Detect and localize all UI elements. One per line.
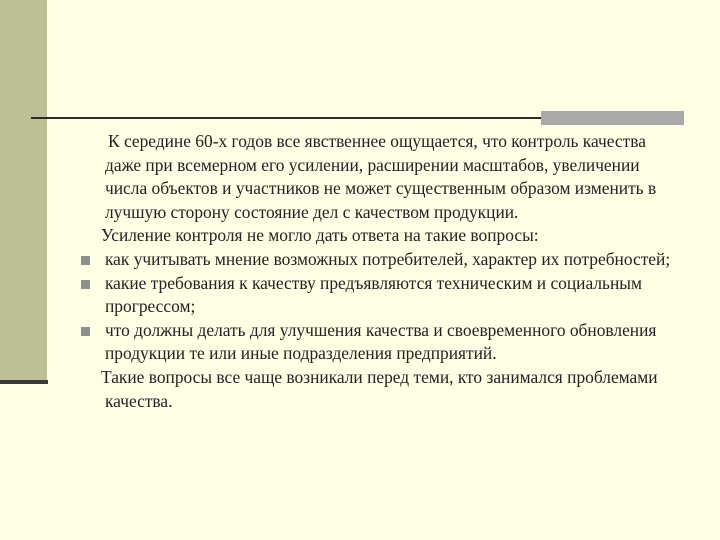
bullet-item xyxy=(78,248,678,272)
paragraph-question-lead: Усиление контроля не могло дать ответа на такие вопросы: xyxy=(101,225,539,246)
bullet-text: что должны делать для улучшения качества и своевременного обновления продукции те или иные подразделения предприятий. xyxy=(105,319,657,364)
title-divider-accent xyxy=(541,111,684,125)
square-bullet-icon xyxy=(81,327,90,336)
paragraph-intro: К середине 60-х годов все явственнее ощущается, что контроль качества даже при всемерном его усилении, расширении масштабов, увеличении числа объектов и участников не может существенным образом изменить в лучшую сторону состояние дел с качеством продукции. xyxy=(105,131,657,222)
bullet-item xyxy=(78,319,678,366)
paragraph-closing: Такие вопросы все чаще возникали перед теми, кто занимался проблемами качества. xyxy=(101,366,658,411)
square-bullet-icon xyxy=(81,256,90,265)
side-decoration-edge xyxy=(0,380,48,384)
side-decoration-band xyxy=(0,0,47,380)
bullet-text: какие требования к качеству предъявляются техническим и социальным прогрессом; xyxy=(105,272,642,317)
bullet-item xyxy=(78,272,678,319)
slide-body xyxy=(78,130,678,413)
square-bullet-icon xyxy=(81,280,90,289)
bullet-text: как учитывать мнение возможных потребителей, характер их потребностей; xyxy=(105,248,671,269)
